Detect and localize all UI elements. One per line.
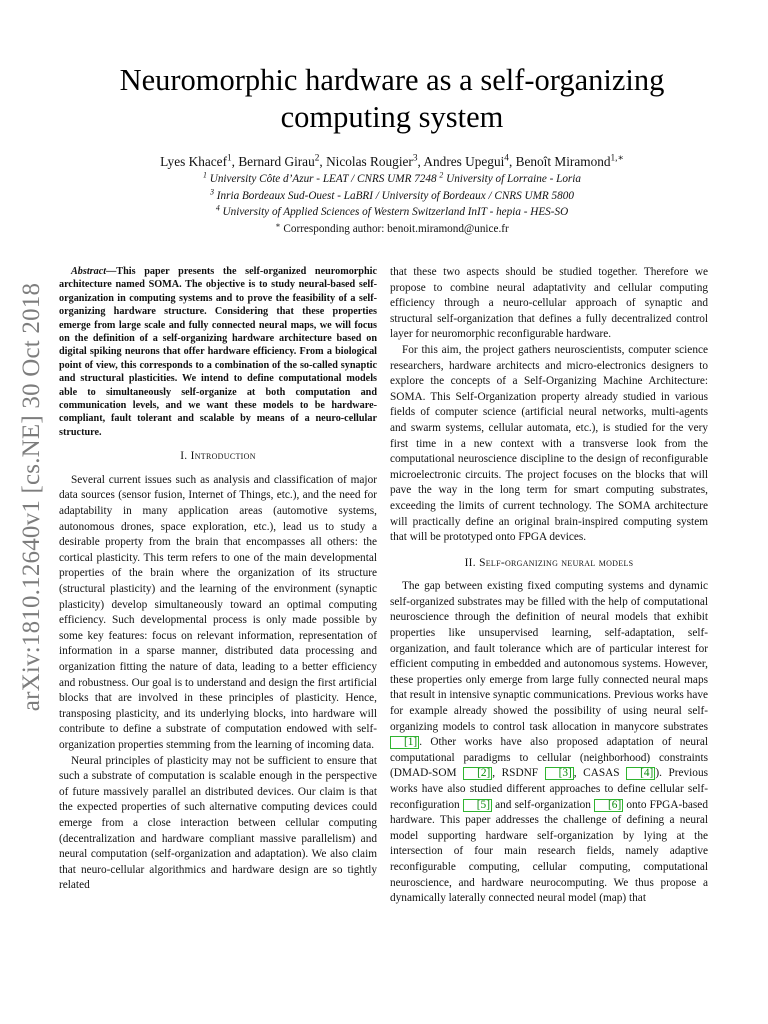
left-column <box>59 265 377 1000</box>
paragraph: For this aim, the project gathers neuroscientists, computer science researchers, hardware architects and micro-electronics designers to explore the concepts of a Self-Organizing Machine Architecture: SOMA. This Self-Organization property already studied in various fields of computer science (artificial neural networks, multi-agents and swarm systems, cellular automata, etc.), is studied for the very first time in a new context with a transverse look from the computational neuroscience discipline to the design of reconfigurable microelectronic circuits. The project focuses on the blocks that will pave the way in the long term for smart computing substrates, exceeding the limits of current technology. The SOMA architecture will practically define an original brain-inspired computing system that will be prototyped onto FPGA devices. <box>390 343 708 544</box>
affiliation-line: $^3$ Inria Bordeaux Sud-Ouest - LaBRI / University of Bordeaux / CNRS UMR 5800 <box>210 186 574 202</box>
paragraph: Neural principles of plasticity may not be sufficient to ensure that such a substrate of computation is scalable enough in the perspective of future massively parallel an distributed devices. Our claim is that the expected properties of such alternative computing devices could emerge from a close interaction between cellular computing (decentralization and hardware compliant massive parallelism) and neural computation (self-organization and adaptation). We also claim that neuro-cellular algorithmics and hardware design are so tightly related <box>59 754 377 892</box>
title-line: computing system <box>280 100 504 134</box>
author: Lyes Khacef$^1$ <box>160 153 232 169</box>
arxiv-identifier[interactable]: arXiv:1810.12640v1 [cs.NE] 30 Oct 2018 <box>18 282 45 712</box>
abstract: Abstract—This paper presents the self-organized neuromorphic architecture named SOMA. The objective is to study neural-based self-organization in computing systems and to prove the feasibility of a self-organizing hardware structure. Considering that these properties emerge from large scale and fully connected neural maps, we will focus on the definition of a self-organizing hardware architecture based on digital spiking neurons that offer hardware efficiency. From a biological point of view, this corresponds to a combination of the so-called synaptic and structural plasticities. We intend to define computational models able to simultaneously self-organize at both computation and communication levels, and we want these models to be hardware-compliant, fault tolerant and scalable by means of a neuro-cellular structure. <box>59 266 377 438</box>
abstract-label: Abstract <box>71 266 107 277</box>
affiliation-line: $^1$ University Côte d’Azur - LEAT / CNRS UMR 7248 $^2$ University of Lorraine - Loria <box>203 170 581 185</box>
paragraph: The gap between existing fixed computing systems and dynamic self-organized substrates may be filled with the help of computational neuroscience through the definition of neural models that exhibit properties like unsupervised learning, self-adaptation, self-organization, and fault tolerance which are of particular interest for efficient computing in embedded and autonomous systems. However, these properties only emerge from large fully connected neural maps that result in intensive synaptic communications. Previous works have for example already showed the possibility of using neural self-organizing models to control task allocation in manycore substrates [1] . Other works have also proposed adaptation of neural computational paradigms to cellular (neighborhood) constraints (DMAD-SOM [2] , RSDNF [3] , CASAS [4] ). Previous works have also studied different approaches to define cellular self-reconfiguration [5] and self-organization [6] onto FPGA-based hardware. This paper addresses the challenge of defining a neural model supporting hardware self-organization by lying at the intersection of four main research fields, namely adaptive reconfigurable computing, cellular computing, computational neuroscience, and hardware neurocomputing. We thus propose a dynamically laterally connected neural model (map) that <box>390 580 708 905</box>
citation-link[interactable]: [5] <box>463 799 492 812</box>
author: Nicolas Rougier$^3$ <box>326 153 418 169</box>
author: Benoît Miramond$^{1,∗}$ <box>515 153 624 169</box>
citation-link[interactable]: [1] <box>390 736 419 749</box>
citation-link[interactable]: [6] <box>594 799 623 812</box>
abstract-text: This paper presents the self-organized neuromorphic architecture named SOMA. The objective is to study neural-based self-organization in computing systems and to prove the feasibility of a self-organizing hardware structure. Considering that these properties emerge from large scale and fully connected neural maps, we will focus on the definition of a self-organizing hardware architecture based on digital spiking neurons that offer hardware efficiency. From a biological point of view, this corresponds to a combination of the so-called synaptic and structural plasticities. We intend to define computational models able to simultaneously self-organize at both computation and communication levels, and we want these models to be hardware-compliant, fault tolerant and scalable by means of a neuro-cellular structure. <box>59 266 377 438</box>
citation-link[interactable]: [4] <box>626 767 655 780</box>
affiliation-line: $^4$ University of Applied Sciences of Western Switzerland InIT - hepia - HES-SO <box>215 203 569 218</box>
section-heading-introduction: I. Introduction <box>180 450 256 463</box>
author: Bernard Girau$^2$ <box>238 153 320 169</box>
section-heading-self-organizing-neural-models: II. Self-organizing neural models <box>464 556 634 569</box>
affiliations <box>60 171 724 237</box>
author: Andres Upegui$^4$ <box>423 153 509 169</box>
corresponding-author: ∗ Corresponding author: benoit.miramond@unice.fr <box>275 219 509 235</box>
citation-link[interactable]: [2] <box>463 767 492 780</box>
right-column <box>390 265 708 1000</box>
citation-link[interactable]: [3] <box>545 767 574 780</box>
title-line: Neuromorphic hardware as a self-organizing <box>119 63 665 97</box>
paragraph: Several current issues such as analysis and classification of major data sources (sensor fusion, Internet of Things, etc.), and the need for adaptability in many application areas (automotive systems, autonomous drones, space exploration, etc.), lead us to study a desirable property from the brain that encompasses all others: the cortical plasticity. This term refers to one of the main developmental properties of the brain where the organization of its structure (structural plasticity) and the learning of the environment (synaptic plasticity) develop simultaneously toward an optimal computing efficiency. Such developmental process is only made possible by some key features: focus on relevant information, representation of information in a sparse manner, distributed data processing and organization fitting the nature of data, leading to a better efficiency and robustness. Our goal is to understand and design the first artificial blocks that are involved in these principles of plasticity. Hence, transposing plasticity, and its underlying blocks, into hardware will contribute to define a substrate of computation endowed with self-organization properties stemming from the learning of incoming data. <box>59 473 377 751</box>
author-list: Lyes Khacef$^1$, Bernard Girau$^2$, Nicolas Rougier$^3$, Andres Upegui$^4$, Benoît Miramond$^{1,∗}$ <box>160 153 624 169</box>
arxiv-side-stamp <box>14 262 50 732</box>
paper-title <box>60 62 724 136</box>
paragraph: that these two aspects should be studied together. Therefore we propose to combine neural adaptativity and cellular computing efficiency through a neuro-cellular approach of synaptic and structural self-organization that defines a fully decentralized control layer for neuromorphic reconfigurable hardware. <box>390 266 708 341</box>
